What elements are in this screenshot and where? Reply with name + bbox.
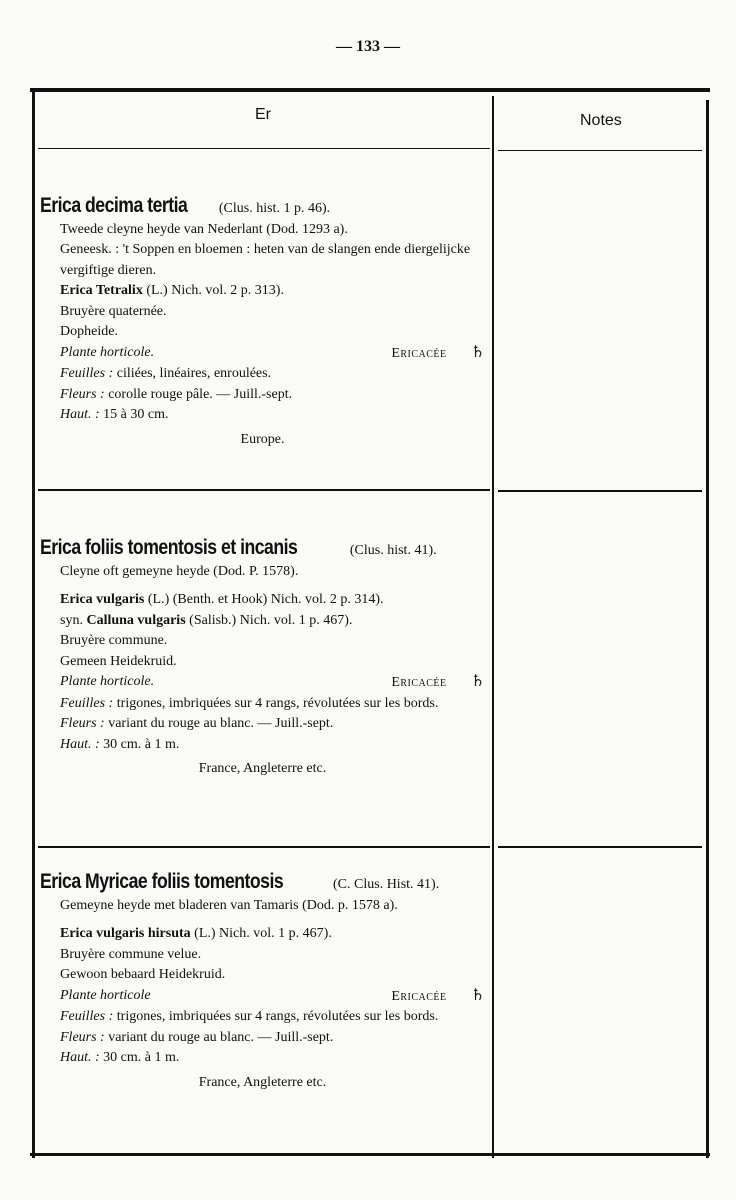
- common-name-fr: Bruyère commune velue.: [60, 946, 202, 962]
- fleurs-label: Fleurs :: [60, 1029, 105, 1045]
- feuilles-text: trigones, imbriquées sur 4 rangs, révolutées sur les bords.: [116, 695, 439, 711]
- column-header-notes: Notes: [580, 112, 622, 129]
- shrub-symbol: ♄: [470, 673, 485, 690]
- plant-type: Plante horticole: [60, 987, 151, 1003]
- haut-text: 15 à 30 cm.: [103, 407, 169, 422]
- family-name: Ericacée: [391, 988, 447, 1004]
- feuilles-text: ciliées, linéaires, enroulées.: [116, 366, 272, 381]
- synonym-name: Calluna vulgaris: [86, 612, 186, 628]
- haut-text: 30 cm. à 1 m.: [103, 1050, 180, 1065]
- botanical-reference: (L.) (Benth. et Hook) Nich. vol. 2 p. 314).: [147, 592, 384, 607]
- haut-label: Haut. :: [60, 1050, 100, 1065]
- common-name-nl: Dopheide.: [60, 324, 118, 339]
- haut-label: Haut. :: [60, 407, 100, 422]
- entry-erica-myricae-foliis-tomentosis: [40, 872, 485, 1093]
- shrub-symbol: ♄: [470, 343, 485, 361]
- dutch-name: Tweede cleyne heyde van Nederlant (Dod. 1293 a).: [60, 221, 348, 237]
- common-name-nl: Gemeen Heidekruid.: [60, 653, 177, 669]
- row-separator-2-left: [38, 846, 490, 848]
- entry-erica-foliis-tomentosis-et-incanis: [40, 538, 485, 780]
- feuilles-label: Feuilles :: [60, 366, 114, 381]
- region: France, Angleterre etc.: [198, 1074, 327, 1090]
- fleurs-text: corolle rouge pâle. — Juill.-sept.: [108, 386, 293, 402]
- medicinal-note: Geneesk. : 't Soppen en bloemen : heten van de slangen ende diergelijcke vergiftige dieren.: [60, 242, 471, 278]
- plant-type: Plante horticole.: [60, 344, 155, 360]
- botanical-name: Erica vulgaris hirsuta: [60, 926, 191, 941]
- synonym-reference: (Salisb.) Nich. vol. 1 p. 467).: [189, 612, 353, 628]
- table-top-border: [30, 88, 710, 92]
- dutch-name: Cleyne oft gemeyne heyde (Dod. P. 1578).: [60, 563, 299, 579]
- botanical-name: Erica Tetralix: [60, 283, 143, 298]
- table-right-border: [706, 100, 709, 1158]
- dutch-name: Gemeyne heyde met bladeren van Tamaris (Dod. p. 1578 a).: [60, 897, 398, 913]
- botanical-reference: (L.) Nich. vol. 2 p. 313).: [146, 283, 284, 298]
- common-name-fr: Bruyère commune.: [60, 633, 168, 648]
- botanical-name: Erica vulgaris: [60, 592, 145, 607]
- feuilles-label: Feuilles :: [60, 695, 114, 711]
- column-divider: [492, 96, 494, 1158]
- shrub-symbol: ♄: [470, 986, 485, 1004]
- haut-label: Haut. :: [60, 736, 100, 752]
- entry-reference: (C. Clus. Hist. 41).: [333, 877, 440, 892]
- synonym-prefix: syn.: [60, 612, 83, 628]
- entry-title: Erica foliis tomentosis et incanis: [40, 536, 298, 559]
- entry-reference: (Clus. hist. 41).: [349, 543, 437, 558]
- fleurs-text: variant du rouge au blanc. — Juill.-sept.: [108, 716, 334, 731]
- haut-text: 30 cm. à 1 m.: [103, 736, 180, 752]
- family-name: Ericacée: [391, 345, 447, 361]
- common-name-fr: Bruyère quaternée.: [60, 303, 167, 319]
- header-separator-right: [498, 150, 702, 151]
- row-separator-1-left: [38, 489, 490, 491]
- family-name: Ericacée: [391, 675, 447, 690]
- table-left-border: [32, 88, 35, 1158]
- common-name-nl: Gewoon bebaard Heidekruid.: [60, 967, 226, 982]
- region: France, Angleterre etc.: [198, 761, 327, 776]
- entry-reference: (Clus. hist. 1 p. 46).: [218, 201, 331, 216]
- feuilles-text: trigones, imbriquées sur 4 rangs, révolutées sur les bords.: [116, 1009, 439, 1024]
- fleurs-text: variant du rouge au blanc. — Juill.-sept.: [108, 1029, 334, 1045]
- plant-type: Plante horticole.: [60, 674, 155, 689]
- entry-erica-decima-tertia: [40, 196, 485, 450]
- table-bottom-border: [30, 1153, 710, 1156]
- row-separator-2-right: [498, 846, 702, 848]
- region: Europe.: [240, 431, 285, 447]
- row-separator-1-right: [498, 490, 702, 492]
- column-header-er: Er: [255, 106, 271, 123]
- page-number: — 133 —: [336, 38, 400, 55]
- entry-title: Erica Myricae foliis tomentosis: [40, 870, 284, 893]
- fleurs-label: Fleurs :: [60, 386, 105, 402]
- entry-title: Erica decima tertia: [40, 194, 188, 217]
- feuilles-label: Feuilles :: [60, 1009, 114, 1024]
- botanical-reference: (L.) Nich. vol. 1 p. 467).: [194, 926, 332, 941]
- header-separator-left: [38, 148, 490, 149]
- fleurs-label: Fleurs :: [60, 716, 105, 731]
